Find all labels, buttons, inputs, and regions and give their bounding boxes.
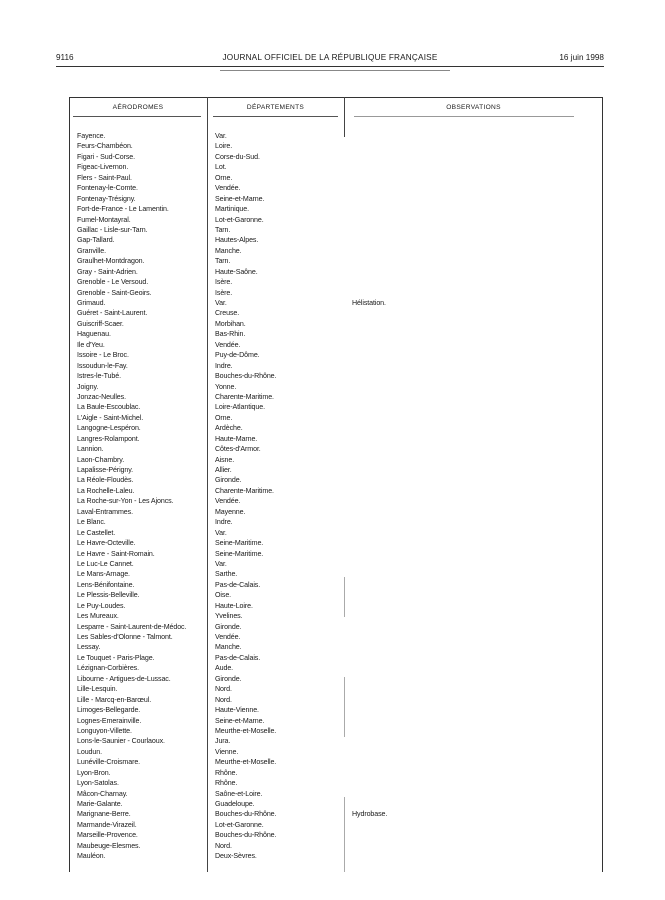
aerodrome-cell: Marignane-Berre. [77, 810, 131, 819]
departement-cell: Lot-et-Garonne. [215, 215, 264, 224]
departement-cell: Allier. [215, 466, 232, 474]
table-row [69, 496, 603, 506]
aerodrome-cell: Feurs-Chambéon. [77, 142, 133, 151]
aerodrome-cell: Marmande-Virazeil. [77, 820, 137, 829]
publication-date: 16 juin 1998 [559, 53, 604, 62]
departement-cell: Hautes-Alpes. [215, 236, 259, 245]
departement-cell: Tarn. [215, 225, 231, 234]
aerodrome-cell: Laon-Chambry. [77, 455, 125, 464]
table-row [69, 799, 603, 809]
departement-cell: Gironde. [215, 476, 242, 485]
aerodrome-cell: Lessay. [77, 643, 101, 652]
table-row [69, 475, 603, 485]
departement-cell: Lot. [215, 163, 227, 172]
departement-cell: Nord. [215, 841, 232, 850]
aerodrome-cell: Le Havre-Octeville. [77, 539, 136, 548]
aerodrome-cell: Haguenau. [77, 330, 111, 339]
table-row [69, 789, 603, 799]
departement-cell: Haute-Vienne. [215, 706, 259, 715]
aerodrome-cell: Lens-Bénifontaine. [77, 580, 135, 589]
aerodrome-cell: Lesparre - Saint-Laurent-de-Médoc. [77, 622, 187, 631]
departement-cell: Deux-Sèvres. [215, 852, 257, 861]
table-row [69, 611, 603, 621]
departement-cell: Yonne. [215, 382, 237, 391]
table-row [69, 215, 603, 225]
departement-cell: Manche. [215, 643, 242, 652]
table-row [69, 141, 603, 151]
table-row [69, 716, 603, 726]
departement-cell: Bouches-du-Rhône. [215, 372, 277, 381]
aerodrome-cell: Lille-Lesquin. [77, 685, 118, 694]
table-row [69, 308, 603, 318]
aerodrome-cell: Mauléon. [77, 852, 106, 861]
departement-cell: Vendée. [215, 497, 241, 506]
aerodrome-cell: Lille - Marcq-en-Barœul. [77, 695, 152, 704]
table-row [69, 131, 603, 141]
aerodrome-cell: Graulhet-Montdragon. [77, 257, 145, 266]
table-row [69, 371, 603, 381]
departement-cell: Rhône. [215, 768, 238, 777]
departement-cell: Lot-et-Garonne. [215, 820, 264, 829]
table-row [69, 455, 603, 465]
header-underline [213, 116, 338, 117]
aerodrome-cell: Lézignan-Corbières. [77, 664, 139, 673]
departement-cell: Tarn. [215, 257, 231, 266]
departement-cell: Meurthe-et-Moselle. [215, 758, 277, 767]
departement-cell: Haute-Saône. [215, 267, 258, 276]
aerodrome-cell: L'Aigle - Saint-Michel. [77, 413, 144, 422]
table-row [69, 246, 603, 256]
table-row [69, 517, 603, 527]
table-row [69, 736, 603, 746]
departement-cell: Aude. [215, 664, 234, 673]
table-row [69, 319, 603, 329]
departement-cell: Orne. [215, 413, 233, 422]
aerodrome-cell: Grenoble - Saint-Geoirs. [77, 288, 152, 297]
departement-cell: Ardèche. [215, 424, 243, 433]
aerodrome-cell: Issoudun-le-Fay. [77, 361, 128, 370]
aerodrome-cell: Langres-Rolampont. [77, 434, 140, 443]
departement-cell: Charente-Maritime. [215, 486, 274, 495]
observation-cell: Hydrobase. [352, 810, 388, 819]
table-row [69, 768, 603, 778]
aerodrome-cell: La Roche-sur-Yon - Les Ajoncs. [77, 497, 174, 506]
table-row [69, 340, 603, 350]
aerodrome-cell: Mâcon-Charnay. [77, 789, 128, 798]
table-row [69, 173, 603, 183]
departement-cell: Loire-Atlantique. [215, 403, 265, 412]
departement-cell: Côtes-d'Armor. [215, 445, 261, 454]
table-row [69, 162, 603, 172]
table-row [69, 851, 603, 861]
departement-cell: Pas-de-Calais. [215, 580, 261, 589]
aerodrome-cell: Marseille-Provence. [77, 831, 138, 840]
aerodrome-cell: Fontenay-Trésigny. [77, 194, 136, 203]
table-row [69, 632, 603, 642]
table-row [69, 392, 603, 402]
table-row [69, 183, 603, 193]
aerodrome-cell: Longuyon-Villette. [77, 726, 132, 735]
aerodrome-cell: Limoges-Bellegarde. [77, 706, 141, 715]
table-row [69, 841, 603, 851]
column-header-departements: DÉPARTEMENTS [246, 104, 305, 111]
table-row [69, 486, 603, 496]
table-row [69, 705, 603, 715]
departement-cell: Haute-Marne. [215, 434, 258, 443]
journal-title: JOURNAL OFFICIEL DE LA RÉPUBLIQUE FRANÇAISE [222, 53, 438, 62]
table-row [69, 569, 603, 579]
departement-cell: Charente-Maritime. [215, 392, 274, 401]
aerodrome-cell: Le Havre - Saint-Romain. [77, 549, 155, 558]
departement-cell: Pas-de-Calais. [215, 653, 261, 662]
aerodrome-cell: Le Mans-Arnage. [77, 570, 130, 579]
aerodrome-cell: Laval-Entrammes. [77, 507, 133, 516]
table-row [69, 809, 603, 819]
aerodrome-cell: Figeac-Livernon. [77, 163, 129, 172]
departement-cell: Var. [215, 528, 227, 537]
aerodrome-cell: Joigny. [77, 382, 99, 391]
table-row [69, 288, 603, 298]
departement-cell: Vendée. [215, 633, 241, 641]
departement-cell: Nord. [215, 695, 232, 704]
aerodrome-cell: Figari - Sud-Corse. [77, 152, 136, 161]
departement-cell: Indre. [215, 518, 233, 527]
table-row [69, 382, 603, 392]
table-row [69, 590, 603, 600]
header-underline [73, 116, 201, 117]
departement-cell: Indre. [215, 361, 233, 370]
table-header-row [69, 101, 603, 115]
header-underline [354, 116, 574, 117]
table-row [69, 507, 603, 517]
aerodrome-cell: Lyon-Satolas. [77, 779, 119, 788]
aerodrome-cell: Le Touquet - Paris-Plage. [77, 653, 155, 662]
aerodrome-cell: Ile d'Yeu. [77, 340, 105, 349]
table-row [69, 757, 603, 767]
departement-cell: Corse-du-Sud. [215, 152, 260, 161]
departement-cell: Bouches-du-Rhône. [215, 810, 277, 819]
aerodrome-cell: Le Puy-Loudes. [77, 601, 126, 610]
table-row [69, 830, 603, 840]
table-row [69, 465, 603, 475]
departement-cell: Aisne. [215, 455, 235, 464]
page-header [56, 53, 604, 67]
departement-cell: Gironde. [215, 674, 242, 683]
departement-cell: Var. [215, 559, 227, 568]
aerodrome-cell: Marie-Galante. [77, 800, 123, 808]
aerodrome-cell: Le Blanc. [77, 518, 106, 527]
departement-cell: Manche. [215, 246, 242, 255]
table-row [69, 642, 603, 652]
aerodrome-cell: Fumel-Montayral. [77, 215, 131, 224]
aerodrome-cell: Grenoble - Le Versoud. [77, 278, 149, 287]
aerodrome-cell: Fontenay-le-Comte. [77, 184, 138, 193]
table-row [69, 663, 603, 673]
table-row [69, 726, 603, 736]
departement-cell: Morbihan. [215, 319, 246, 328]
departement-cell: Bas-Rhin. [215, 330, 246, 339]
aerodrome-cell: Flers - Saint-Paul. [77, 173, 132, 182]
table-row [69, 528, 603, 538]
table-row [69, 329, 603, 339]
aerodrome-cell: Granville. [77, 246, 106, 255]
departement-cell: Vendée. [215, 184, 241, 193]
table-row [69, 674, 603, 684]
departement-cell: Yvelines. [215, 612, 243, 621]
table-row [69, 350, 603, 360]
table-row [69, 695, 603, 705]
departement-cell: Seine-Maritime. [215, 549, 264, 558]
page-number: 9116 [56, 53, 74, 62]
departement-cell: Mayenne. [215, 507, 246, 516]
departement-cell: Puy-de-Dôme. [215, 351, 260, 360]
departement-cell: Vienne. [215, 747, 239, 756]
table-row [69, 778, 603, 788]
aerodrome-cell: Lons-le-Saunier - Courlaoux. [77, 737, 165, 746]
departement-cell: Bouches-du-Rhône. [215, 831, 277, 840]
table-row [69, 653, 603, 663]
table-row [69, 267, 603, 277]
column-header-aerodromes: AÉRODROMES [112, 104, 164, 111]
departement-cell: Meurthe-et-Moselle. [215, 726, 277, 735]
table-row [69, 402, 603, 412]
departement-cell: Var. [215, 299, 227, 307]
table-row [69, 194, 603, 204]
departement-cell: Martinique. [215, 205, 249, 214]
aerodrome-cell: Gap-Tallard. [77, 236, 115, 245]
aerodrome-cell: Grimaud. [77, 299, 106, 307]
departement-cell: Seine-et-Marne. [215, 194, 265, 203]
aerodrome-cell: Guiscriff-Scaer. [77, 319, 124, 328]
aerodrome-cell: Fort-de-France - Le Lamentin. [77, 205, 169, 214]
aerodrome-cell: La Baule-Escoublac. [77, 403, 141, 412]
departement-cell: Rhône. [215, 779, 238, 788]
departement-cell: Nord. [215, 685, 232, 694]
aerodrome-cell: Fayence. [77, 132, 106, 140]
departement-cell: Var. [215, 132, 227, 140]
table-row [69, 413, 603, 423]
table-row [69, 747, 603, 757]
aerodrome-cell: Le Castellet. [77, 528, 116, 537]
aerodrome-cell: Le Luc-Le Cannet. [77, 559, 134, 568]
departement-cell: Haute-Loire. [215, 601, 253, 610]
aerodrome-cell: Le Plessis-Belleville. [77, 591, 140, 600]
departement-cell: Gironde. [215, 622, 242, 631]
aerodrome-cell: Gray - Saint-Adrien. [77, 267, 138, 276]
departement-cell: Guadeloupe. [215, 800, 255, 808]
table-row [69, 601, 603, 611]
aerodrome-cell: Loudun. [77, 747, 102, 756]
departement-cell: Creuse. [215, 309, 240, 318]
departement-cell: Isère. [215, 288, 233, 297]
aerodrome-cell: Lannion. [77, 445, 104, 454]
table-row [69, 538, 603, 548]
observation-cell: Hélistation. [352, 299, 386, 307]
table-row [69, 277, 603, 287]
aerodrome-cell: La Rochelle-Laleu. [77, 486, 135, 495]
aerodrome-cell: Lunéville-Croismare. [77, 758, 141, 767]
table-body [69, 131, 603, 862]
aerodrome-cell: Gaillac - Lisle-sur-Tarn. [77, 225, 148, 234]
table-row [69, 298, 603, 308]
table-row [69, 152, 603, 162]
table-row [69, 361, 603, 371]
aerodrome-cell: Langogne-Lespéron. [77, 424, 141, 433]
aerodrome-cell: Lognes-Emerainville. [77, 716, 142, 725]
header-rule-secondary [220, 70, 450, 71]
table-row [69, 204, 603, 214]
column-header-observations: OBSERVATIONS [446, 104, 501, 111]
departement-cell: Loire. [215, 142, 233, 151]
aerodromes-table [69, 97, 603, 872]
aerodrome-cell: Les Mureaux. [77, 612, 119, 621]
departement-cell: Jura. [215, 737, 231, 746]
table-row [69, 434, 603, 444]
table-row [69, 622, 603, 632]
departement-cell: Seine-Maritime. [215, 539, 264, 548]
aerodrome-cell: La Réole-Floudès. [77, 476, 134, 485]
table-row [69, 225, 603, 235]
departement-cell: Saône-et-Loire. [215, 789, 263, 798]
table-row [69, 235, 603, 245]
table-row [69, 559, 603, 569]
aerodrome-cell: Issoire - Le Broc. [77, 351, 129, 360]
table-row [69, 549, 603, 559]
table-top-border [69, 97, 603, 98]
table-row [69, 423, 603, 433]
aerodrome-cell: Libourne - Artigues-de-Lussac. [77, 674, 171, 683]
aerodrome-cell: Jonzac-Neulles. [77, 392, 126, 401]
table-row [69, 444, 603, 454]
departement-cell: Isère. [215, 278, 233, 287]
aerodrome-cell: Les Sables-d'Olonne - Talmont. [77, 633, 173, 641]
aerodrome-cell: Maubeuge-Elesmes. [77, 841, 141, 850]
table-row [69, 820, 603, 830]
departement-cell: Sarthe. [215, 570, 238, 579]
aerodrome-cell: Lyon-Bron. [77, 768, 111, 777]
aerodrome-cell: Lapalisse-Périgny. [77, 466, 134, 474]
departement-cell: Vendée. [215, 340, 241, 349]
departement-cell: Oise. [215, 591, 232, 600]
table-row [69, 580, 603, 590]
departement-cell: Seine-et-Marne. [215, 716, 265, 725]
table-row [69, 256, 603, 266]
departement-cell: Orne. [215, 173, 233, 182]
header-rule [56, 66, 604, 67]
aerodrome-cell: Istres-le-Tubé. [77, 372, 121, 381]
aerodrome-cell: Guéret - Saint-Laurent. [77, 309, 148, 318]
table-row [69, 684, 603, 694]
